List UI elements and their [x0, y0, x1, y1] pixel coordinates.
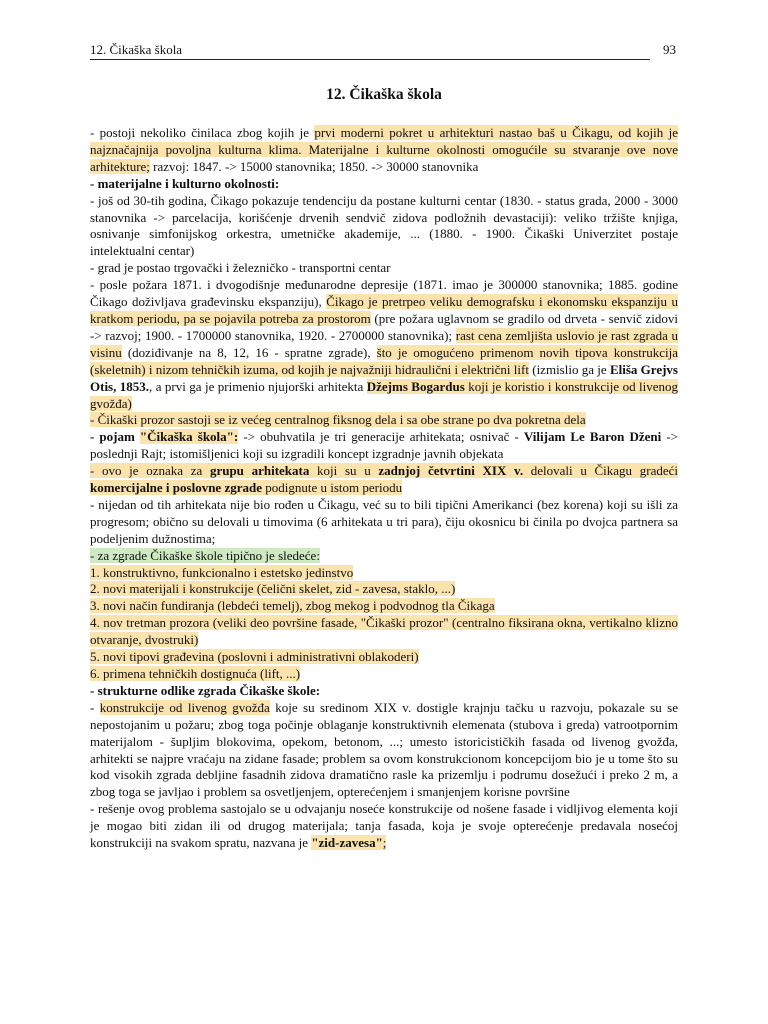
paragraph — [90, 463, 678, 497]
running-header — [90, 42, 676, 60]
text-run: , a prvi ga je primenio njujorški arhitekta — [149, 378, 367, 394]
text-run: - posle požara 1871. i dvogodišnje međunarodne depresije (1871. imao je 300000 stanovnika; 1885. godine Čikago doživljava građevinsku ekspanziju), — [90, 277, 678, 310]
highlighted-text: - Čikaški prozor sastoji se iz većeg centralnog fiksnog dela i sa obe strane po dva pokretna dela — [90, 412, 586, 428]
paragraph — [90, 429, 678, 463]
paragraph — [90, 125, 678, 176]
text-run: (doziđivanje na 8, 12, 16 - spratne zgrade), — [121, 344, 377, 360]
paragraph — [90, 801, 678, 852]
text-run: (pre požara uglavnom se gradilo od drveta - senvič zidovi -> razvoj; 1900. - 1700000 stanovnika, 1920. - 2700000 stanovnika); — [90, 310, 678, 343]
highlighted-text: podignute u istom periodu — [262, 480, 403, 496]
text-run: - pojam — [90, 429, 140, 445]
highlighted-text: koji su u — [309, 463, 379, 479]
text-run: Eliša Grejvs Otis, 1853. — [90, 361, 678, 394]
chapter-title: 12. Čikaška škola — [326, 86, 442, 103]
highlighted-text: 6. primena tehničkih dostignuća (lift, ...) — [90, 666, 301, 681]
paragraph — [90, 700, 678, 801]
paragraph — [90, 598, 678, 615]
text-run: - grad je postao trgovački i železničko - transportni centar — [90, 260, 391, 276]
paragraph — [90, 176, 678, 193]
highlighted-text: ; — [382, 835, 387, 851]
text-run: -> obuhvatila je tri generacije arhitekata; osnivač - — [238, 429, 524, 445]
highlighted-text: "Čikaška škola": — [139, 429, 239, 445]
text-run: Vilijam Le Baron Dženi — [523, 429, 662, 445]
paragraph — [90, 683, 678, 700]
highlighted-text: prvi moderni pokret u arhitekturi nastao baš u Čikagu, od kojih je najznačajnija povoljna kulturna klima. Materijalne i kulturne okolnosti omogućile su stvaranje ove nove arhitekture; — [90, 125, 678, 174]
paragraph — [90, 666, 678, 683]
text-run: -> poslednji Rajt; istomišljenici koji su izgradili koncept izgradnje javnih objekata — [90, 429, 679, 462]
paragraph — [90, 497, 678, 548]
text-run: - materijalne i kulturno okolnosti: — [90, 175, 280, 191]
paragraph — [90, 277, 678, 412]
text-run: - — [90, 699, 100, 715]
text-run: - nijedan od tih arhitekata nije bio rođen u Čikagu, već su to bili tipični Amerikanci (bez korena) koji su išli za progresom; obično su delovali u timovima (6 arhitekata u tri para), čiju okosnicu bi činila po dvojca partnera sa podeljenim dužnostima; — [90, 496, 678, 546]
paragraph — [90, 565, 678, 582]
text-run: razvoj: 1847. -> 15000 stanovnika; 1850. -> 30000 stanovnika — [149, 158, 479, 174]
paragraph — [90, 615, 678, 649]
highlighted-text: komercijalne i poslovne zgrade — [90, 480, 262, 496]
highlighted-text: rast cena zemljišta uslovio je rast zgrada u visinu — [90, 327, 678, 360]
text-run: - još od 30-tih godina, Čikago pokazuje tendenciju da postane kulturni centar (1830. - status grada, 2000 - 3000 stanovnika -> parcelacija, korišćenje drvenih sendvič zidova podložnih devastaciji): veliko tržište knjiga, osnivanje simfonijskog orkestra, umetničke akademije, ... (1880. - 1900. Čikaški Univerzitet postaje intelektualni centar) — [90, 192, 678, 259]
page-number: 93 — [663, 42, 676, 57]
text-run: - strukturne odlike zgrada Čikaške škole: — [90, 682, 321, 698]
highlighted-text: 2. novi materijali i konstrukcije (čelični skelet, zid - zavesa, staklo, ...) — [90, 581, 456, 597]
highlighted-text: zadnjoj četvrtini XIX v. — [378, 463, 524, 479]
highlighted-text: - ovo je oznaka za — [90, 463, 210, 479]
highlighted-text: grupu arhitekata — [209, 463, 310, 479]
text-run: - rešenje ovog problema sastojalo se u odvajanju noseće konstrukcije od nošene fasade i vidljivog elementa koji je mogao biti zidan ili od drugog materijala; tanja fasada, koja je svoje opterećenje predavala nosećoj konstrukciji na svakom spratu, nazvana je — [90, 801, 678, 851]
highlighted-text: 3. novi način fundiranja (lebdeći temelj), zbog mekog i podvodnog tla Čikaga — [90, 598, 495, 614]
text-run: (izmislio ga je — [528, 361, 610, 377]
highlighted-text: Čikago je pretrpeo veliku demografsku i ekonomsku ekspanziju u kratkom periodu, pa se pojavila potreba za prostorom — [90, 294, 678, 326]
paragraph — [90, 193, 678, 261]
highlighted-text: delovali u Čikagu gradeći — [523, 463, 678, 479]
text-run: - postoji nekoliko činilaca zbog kojih je — [90, 125, 315, 140]
highlighted-text: 1. konstruktivno, funkcionalno i estetsko jedinstvo — [90, 564, 354, 580]
highlighted-text: konstrukcije od livenog gvožđa — [99, 699, 270, 715]
highlighted-text: 5. novi tipovi građevina (poslovni i administrativni oblakoderi) — [90, 649, 419, 665]
header-chapter: 12. Čikaška škola — [90, 42, 183, 57]
highlighted-text: Džejms Bogardus — [366, 378, 465, 394]
highlighted-text: što je omogućeno primenom novih tipova konstrukcija (skeletnih) i nizom tehničkih izuma, od kojih je najvažniji hidraulični i električni lift — [90, 344, 678, 377]
highlighted-text: koji je koristio i konstrukcije od livenog gvožđa) — [90, 378, 678, 411]
paragraph — [90, 548, 678, 565]
highlighted-text: "zid-zavesa" — [311, 835, 383, 851]
paragraph — [90, 260, 678, 277]
highlighted-text: 4. nov tretman prozora (veliki deo površine fasade, "Čikaški prozor" (centralno fiksirana okna, vertikalno klizno otvaranje, dvostruki) — [90, 615, 678, 648]
highlighted-text-green: - za zgrade Čikaške škole tipično je sledeće: — [90, 547, 320, 563]
body-text — [90, 125, 678, 852]
paragraph — [90, 581, 678, 598]
paragraph — [90, 412, 678, 429]
paragraph — [90, 649, 678, 666]
text-run: koje su sredinom XIX v. dostigle krajnju tačku u razvoju, pokazale su se nepostojanim u požaru; zbog toga počinje oblaganje konstruktivnih elemenata (stubova i greda) vatrootpornim materijalom - šupljim blokovima, opekom, betonom, ...; umesto istoricističkih fasada od livenog gvožđa, arhitekti se najpre vraćaju na zidane fasade; problem sa ovom konstrukcionom koncepcijom bio je u tome što su kod visokih zgrada debljine fasadnih zidova dramatično rasle ka prizemlju i podrumu dosežući i preko 2 m, a zbog toga se javljao i problem sa osvetljenjem, opterećenjem i smanjenjem korisne površine — [90, 699, 678, 800]
